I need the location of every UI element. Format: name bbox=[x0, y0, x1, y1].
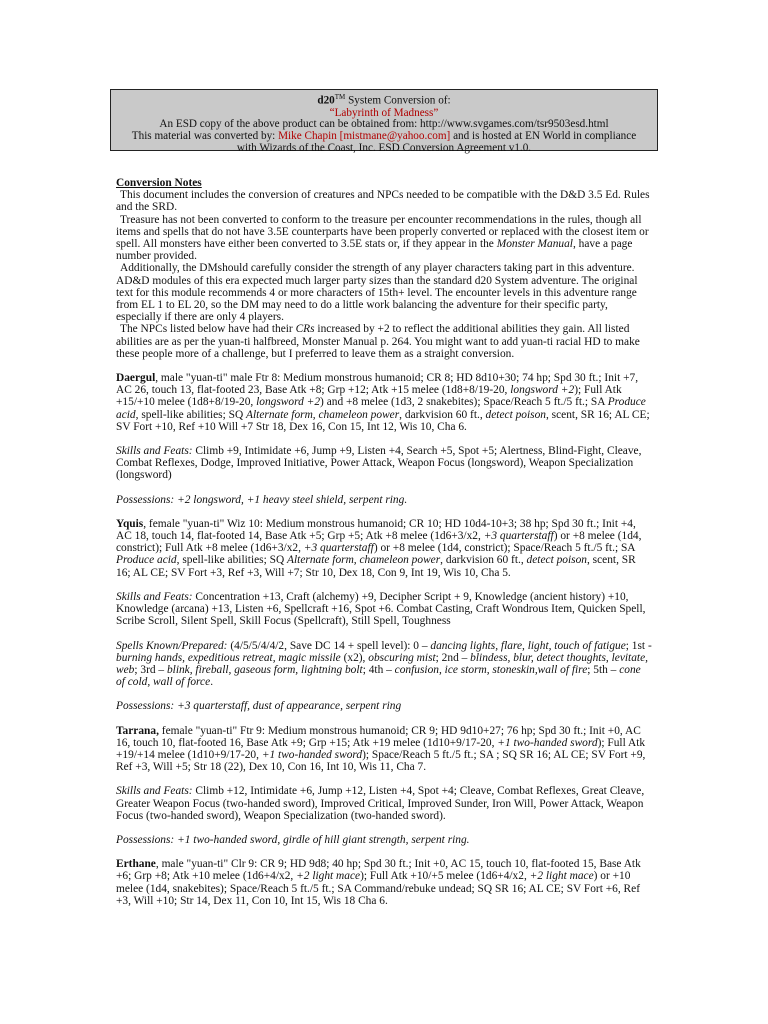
npc-yquis-stats bbox=[116, 518, 652, 579]
stat-italic: +1 two-handed sword bbox=[497, 736, 598, 749]
npc-tarrana-stats bbox=[116, 725, 652, 774]
stat-italic: Alternate form, chameleon power bbox=[246, 408, 400, 421]
converted-by-prefix: This material was converted by: bbox=[131, 130, 279, 143]
stat-text: , darkvision 60 ft., bbox=[440, 554, 527, 567]
spells-italic: burning hands, expeditious retreat, magic missile bbox=[116, 651, 341, 664]
spells-text: . bbox=[210, 676, 214, 689]
stat-text: , male "yuan-ti" male Ftr 8: Medium monstrous humanoid; CR 8; HD 8d10+30; 74 hp; Spd 30 ft.; Init +7, AC 26, touch 13, flat-footed 23, Base Atk +8; Grp +12; Atk +15 melee (1d8+8/19-20, bbox=[116, 372, 639, 397]
spells-text: ; 4th – bbox=[362, 663, 395, 676]
stat-text: ); Full Atk +15/+10 melee (1d8+8/19-20, bbox=[116, 384, 622, 409]
notes-paragraph-1: This document includes the conversion of creatures and NPCs needed to be compatible with the D&D 3.5 Ed. Rules and the SRD. bbox=[116, 189, 650, 214]
stat-text: , male "yuan-ti" Clr 9: CR 9; HD 9d8; 40 hp; Spd 30 ft.; Init +0, AC 15, touch 10, flat-footed 15, Base Atk +6; Grp +8; Atk +10 melee (1d6+4/x2, bbox=[116, 858, 641, 883]
stat-text: ) or +8 melee (1d4, constrict); Space/Reach 5 ft./5 ft.; SA bbox=[373, 542, 635, 555]
stat-text: ) or +10 melee (1d4, snakebites); Space/Reach 5 ft./5 ft.; SA Command/rebuke undead; SQ SR 16; AL CE; SV Fort +6, Ref +3, Will +10; Str 14, Dex 11, Con 10, Int 15, Wis 18 Cha 6. bbox=[116, 870, 640, 907]
conversion-notes-title: Conversion Notes bbox=[116, 177, 202, 189]
stat-text: ) or +8 melee (1d4, constrict); Full Atk +8 melee (1d6+3/x2, bbox=[116, 530, 642, 555]
stat-italic: detect poison bbox=[526, 554, 587, 567]
possessions-label: Possessions: bbox=[116, 833, 175, 846]
stat-text: ); Space/Reach 5 ft./5 ft.; SA ; SQ SR 16; AL CE; SV Fort +9, Ref +3, Will +5; Str 18 (22), Dex 10, Con 16, Int 10, Wis 11, Cha 7. bbox=[116, 748, 646, 774]
stat-text: , scent, SR 16; AL CE; SV Fort +10, Ref +10 Will +7 Str 18, Dex 16, Con 15, Int 12, Wis 10, Cha 6. bbox=[116, 408, 650, 433]
d20-label: d20 bbox=[317, 94, 335, 107]
notes-p2-b: , have a page number provided. bbox=[116, 238, 633, 263]
spells-italic: obscuring mist bbox=[368, 651, 436, 664]
module-title: “Labyrinth of Madness” bbox=[329, 106, 439, 119]
spells-italic: blindess, blur, detect thoughts, levitate, web bbox=[116, 651, 648, 676]
notes-paragraph-2 bbox=[116, 214, 652, 263]
stat-text: ); Full Atk +10/+5 melee (1d6+4/x2, bbox=[360, 870, 530, 883]
spells-label: Spells Known/Prepared: bbox=[116, 639, 228, 652]
notes-p4-italic: CRs bbox=[295, 323, 315, 336]
author-credit: Mike Chapin [mistmane@yahoo.com] bbox=[278, 130, 451, 143]
stat-italic: detect poison bbox=[485, 408, 546, 421]
possessions-label: Possessions: bbox=[116, 493, 175, 506]
possessions-text: +3 quarterstaff, dust of appearance, serpent ring bbox=[174, 700, 402, 713]
stat-text: , spell-like abilities; SQ bbox=[176, 554, 288, 567]
notes-p4-b: increased by +2 to reflect the additional abilities they gain. All listed abilities are as per the yuan-ti halfbreed, Monster Manual p. 264. You might want to add yuan-ti racial HD to make these people more of a challenge, but I preferred to leave them as a straight conversion. bbox=[116, 323, 640, 360]
stat-italic: Produce acid bbox=[116, 396, 646, 421]
skills-label: Skills and Feats: bbox=[116, 445, 193, 458]
esd-url-line: An ESD copy of the above product can be obtained from: http://www.svgames.com/tsr9503esd.html bbox=[159, 118, 609, 131]
notes-p2-italic: Monster Manual bbox=[496, 238, 573, 251]
header-line-1-text: System Conversion of: bbox=[345, 94, 451, 107]
npc-tarrana-possessions bbox=[116, 834, 652, 846]
notes-paragraph-3: Additionally, the DMshould carefully consider the strength of any player characters taking part in this adventure. AD&D modules of this era expected much larger party sizes than the standard d20 System adventure. The original text for this module recommends 4 or more characters of 15th+ level. The encounter levels in this adventure range from EL 1 to EL 20, so the DM may need to do a little work balancing the adventure for their specific party, especially if there are only 4 players. bbox=[116, 262, 638, 324]
npc-yquis-skills bbox=[116, 591, 652, 628]
stat-italic: +3 quarterstaff bbox=[303, 542, 374, 555]
stat-italic: +2 light mace bbox=[529, 870, 594, 883]
npc-yquis-possessions bbox=[116, 700, 652, 712]
skills-label: Skills and Feats: bbox=[116, 590, 193, 603]
spells-text: (x2), bbox=[340, 651, 369, 664]
stat-text: female "yuan-ti" Ftr 9: Medium monstrous humanoid; CR 9; HD 9d10+27; 76 hp; Spd 30 ft.; Init +0, AC 16, touch 10, flat-footed 16, Base Atk +9; Grp +15; Atk +19 melee (1d10+9/17-20, bbox=[116, 724, 641, 749]
npc-daergul-skills bbox=[116, 445, 652, 482]
stat-italic: Alternate form, chameleon power bbox=[287, 554, 441, 567]
stat-text: , female "yuan-ti" Wiz 10: Medium monstrous humanoid; CR 10; HD 10d4-10+3; 38 hp; Spd 30 ft.; Init +4, AC 18, touch 14, flat-footed 14, Base Atk +5; Grp +5; Atk +8 melee (1d6+3/x2, bbox=[116, 517, 636, 543]
spells-text: ; 3rd – bbox=[134, 663, 167, 676]
skills-text: Concentration +13, Craft (alchemy) +9, Decipher Script + 9, Knowledge (ancient history) +10, Knowledge (arcana) +13, Listen +6, Spellcraft +16, Spot +6. Combat Casting, Craft Wondrous Item, Quicken Spell, Scribe Scroll, Silent Spell, Skill Focus (Spellcraft), Still Spell, Toughness bbox=[116, 590, 646, 628]
spells-italic: confusion, ice storm, stoneskin,wall of fire bbox=[394, 663, 588, 676]
stat-text: ) and +8 melee (1d3, 2 snakebites); Space/Reach 5 ft./5 ft.; SA bbox=[320, 396, 608, 409]
stat-italic: longsword +2 bbox=[256, 396, 321, 409]
spells-text: ; 5th – bbox=[587, 663, 620, 676]
stat-italic: longsword +2 bbox=[510, 384, 575, 397]
skills-text: Climb +9, Intimidate +6, Jump +9, Listen +4, Search +5, Spot +5; Alertness, Blind-Fight, Cleave, Combat Reflexes, Dodge, Improved Initiative, Power Attack, Weapon Focus (longsword), Weapon Specialization (longsword) bbox=[116, 445, 642, 482]
npc-tarrana-skills bbox=[116, 785, 652, 822]
notes-p4-a: The NPCs listed below have had their bbox=[120, 323, 296, 336]
spells-text: (4/5/5/4/4/2, Save DC 14 + spell level): 0 – bbox=[227, 639, 431, 652]
stat-italic: +2 light mace bbox=[296, 870, 361, 883]
npc-name: Erthane bbox=[116, 858, 156, 871]
stat-text: , spell-like abilities; SQ bbox=[135, 408, 247, 421]
skills-label: Skills and Feats: bbox=[116, 785, 193, 798]
npc-erthane-stats bbox=[116, 858, 652, 907]
npc-name: Daergul bbox=[116, 372, 156, 385]
possessions-text: +2 longsword, +1 heavy steel shield, serpent ring. bbox=[174, 493, 408, 506]
stat-italic: Produce acid bbox=[116, 554, 177, 567]
stat-italic: +3 quarterstaff bbox=[483, 530, 554, 543]
npc-name: Tarrana, bbox=[116, 724, 159, 737]
agreement-line: with Wizards of the Coast, Inc. ESD Conversion Agreement v1.0. bbox=[236, 141, 532, 154]
spells-italic: cone of cold, wall of force bbox=[116, 663, 641, 689]
stat-text: , darkvision 60 ft., bbox=[399, 408, 486, 421]
document-body bbox=[116, 177, 652, 907]
converted-by-suffix: and is hosted at EN World in compliance bbox=[450, 130, 637, 143]
skills-text: Climb +12, Intimidate +6, Jump +12, Listen +4, Spot +4; Cleave, Combat Reflexes, Great Cleave, Greater Weapon Focus (two-handed sword), Improved Critical, Improved Sunder, Iron Will, Power Attack, Weapon Focus (two-handed sword), Weapon Specialization (two-handed sword). bbox=[116, 785, 645, 822]
stat-italic: +1 two-handed sword bbox=[261, 748, 363, 761]
possessions-label: Possessions: bbox=[116, 700, 175, 713]
spells-italic: dancing lights, flare, light, touch of fatigue bbox=[430, 639, 626, 652]
stat-text: , scent, SR 16; AL CE; SV Fort +3, Ref +3, Will +7; Str 10, Dex 18, Con 9, Int 19, Wis 10, Cha 5. bbox=[116, 554, 636, 579]
header-line-1 bbox=[111, 92, 657, 108]
stat-text: ); Full Atk +19/+14 melee (1d10+9/17-20, bbox=[116, 736, 646, 761]
conversion-header-box bbox=[110, 89, 658, 154]
notes-p2-a: Treasure has not been converted to conform to the treasure per encounter recommendations in the rules, though all items and spells that do not have 3.5E counterparts have been properly converted or replaced with the closest item or spell. All monsters have either been converted to 3.5E stats or, if they appear in the bbox=[116, 213, 649, 251]
spells-text: ; 2nd – bbox=[435, 651, 471, 664]
notes-paragraph-4 bbox=[116, 323, 652, 360]
npc-name: Yquis bbox=[116, 517, 144, 530]
trademark: TM bbox=[334, 93, 346, 101]
spells-italic: blink, fireball, gaseous form, lightning bolt bbox=[166, 663, 363, 676]
npc-daergul-stats bbox=[116, 372, 652, 433]
npc-yquis-spells bbox=[116, 640, 652, 689]
npc-daergul-possessions bbox=[116, 494, 652, 506]
spells-text: ; 1st - bbox=[625, 639, 652, 652]
possessions-text: +1 two-handed sword, girdle of hill giant strength, serpent ring. bbox=[174, 833, 470, 846]
